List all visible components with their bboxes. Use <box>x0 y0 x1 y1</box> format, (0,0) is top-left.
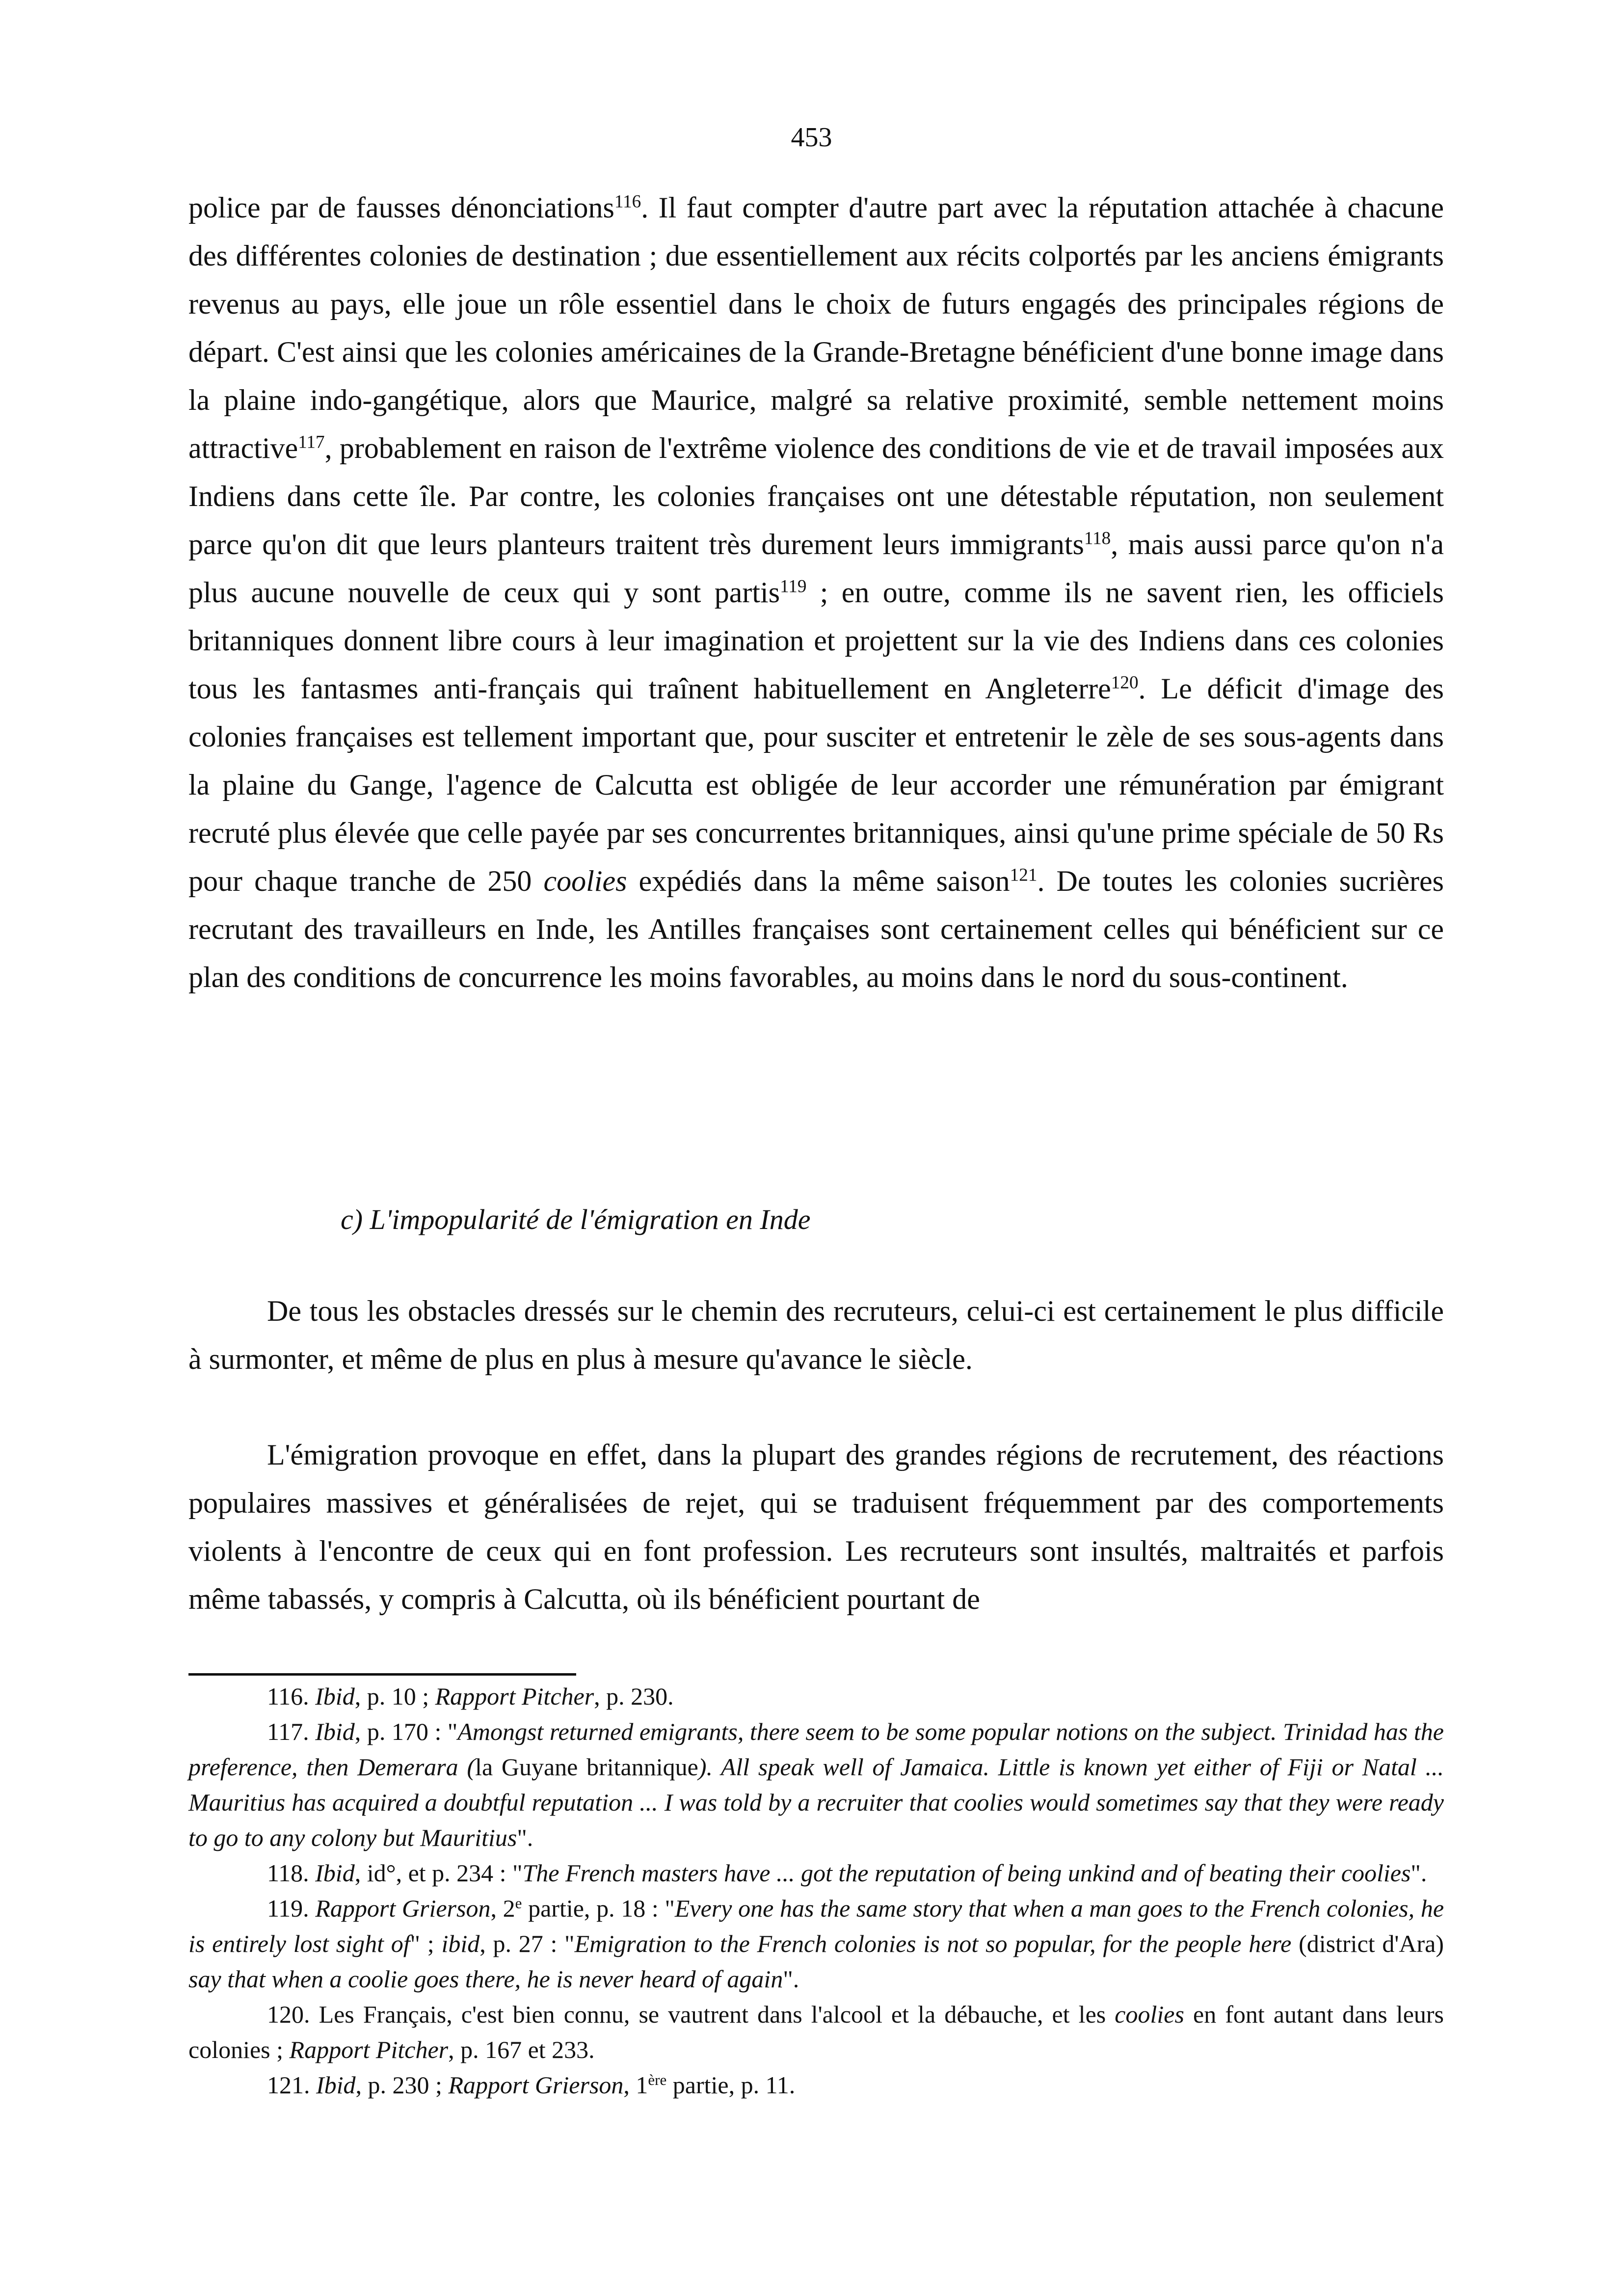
footnote-116 <box>188 1679 1444 1714</box>
text-run: The French masters have ... got the reputation of being unkind and of beating their coolies <box>522 1859 1411 1887</box>
text-run: police par de fausses dénonciations <box>188 191 614 224</box>
text-run: 118. <box>267 1859 316 1887</box>
text-run: Ibid <box>315 1859 355 1887</box>
text-run: expédiés dans la même saison <box>627 865 1010 897</box>
footnote-118 <box>188 1855 1444 1891</box>
text-run: coolies <box>1115 2001 1184 2028</box>
text-run: ". <box>783 1965 799 1993</box>
text-run: , p. 170 : " <box>354 1718 458 1745</box>
text-run: en font autant dans leurs colonies ; <box>188 2001 1444 2063</box>
paragraph-1 <box>188 184 1444 1001</box>
text-run: , 1 <box>623 2071 648 2099</box>
footnote-ref-118[interactable]: 118 <box>1084 528 1111 549</box>
footnote-120 <box>188 1997 1444 2067</box>
footnote-119 <box>188 1891 1444 1997</box>
text-run: ". <box>517 1824 533 1851</box>
text-run: e <box>515 1894 522 1912</box>
text-run: , mais aussi parce qu'on n'a plus aucune nouvelle de ceux qui y sont partis <box>188 528 1444 609</box>
text-run: . Il faut compter d'autre part avec la réputation attachée à chacune des différentes colonies de destination ; due essentiellement aux récits colportés par les anciens émigrants revenus au pays, elle joue un rôle essentiel dans le choix de futurs engagés des principales régions de départ. C'est ainsi que les colonies américaines de la Grande-Bretagne bénéficient d'une bonne image dans la plaine indo-gangétique, alors que Maurice, malgré sa relative proximité, semble nettement moins attractive <box>188 191 1444 464</box>
footnotes <box>188 1679 1444 2103</box>
text-run: , p. 27 : " <box>479 1930 575 1957</box>
footnote-separator <box>188 1673 576 1676</box>
text-run: ). All speak well of Jamaica. Little is known yet either of Fiji or Natal ... Mauritius has acquired a doubtful reputation ... I was told by a recruiter that coolies would sometimes say that they were ready to go to any colony but Mauritius <box>188 1753 1444 1851</box>
paragraph-2: De tous les obstacles dressés sur le chemin des recruteurs, celui-ci est certainement le plus difficile à surmonter, et même de plus en plus à mesure qu'avance le siècle. <box>188 1295 1444 1375</box>
text-run: (district d'Ara) <box>1291 1930 1444 1957</box>
text-run: la Guyane britannique <box>475 1753 698 1781</box>
text-run: Rapport Grierson <box>315 1895 491 1922</box>
text-run: , probablement en raison de l'extrême violence des conditions de vie et de travail imposées aux Indiens dans cette île. Par contre, les colonies françaises ont une détestable réputation, non seulement parce qu'on dit que leurs planteurs traitent très durement leurs immigrants <box>188 432 1444 561</box>
footnote-121 <box>188 2067 1444 2103</box>
text-run: Ibid <box>315 1718 355 1745</box>
text-run: 117. <box>267 1718 316 1745</box>
text-run: Emigration to the French colonies is not so popular, for the people here <box>574 1930 1292 1957</box>
text-run: 121. <box>267 2071 316 2099</box>
text-run: ". <box>1410 1859 1427 1887</box>
footnote-ref-119[interactable]: 119 <box>780 576 807 597</box>
paragraph-3: L'émigration provoque en effet, dans la plupart des grandes régions de recrutement, des réactions populaires massives et généralisées de rejet, qui se traduisent fréquemment par des comportements violents à l'encontre de ceux qui en font profession. Les recruteurs sont insultés, maltraités et parfois même tabassés, y compris à Calcutta, où ils bénéficient pourtant de <box>188 1439 1444 1615</box>
text-run: Rapport Grierson <box>448 2071 624 2099</box>
section-heading: c) L'impopularité de l'émigration en Inde <box>341 1203 811 1235</box>
text-run: Ibid <box>316 2071 356 2099</box>
footnote-ref-117[interactable]: 117 <box>298 432 325 453</box>
text-run: 116. <box>267 1682 316 1710</box>
text-run: ibid <box>441 1930 480 1957</box>
text-run: , p. 10 ; <box>354 1682 435 1710</box>
text-run: 120. Les Français, c'est bien connu, se vautrent dans l'alcool et la débauche, et les <box>267 2001 1115 2028</box>
text-run: , id°, et p. 234 : " <box>354 1859 523 1887</box>
text-run: Rapport Pitcher <box>435 1682 594 1710</box>
footnote-117 <box>188 1714 1444 1855</box>
text-run: Every one has the same story that when a man goes to the French colonies, he is entirely lost sight of <box>188 1895 1444 1957</box>
footnote-ref-120[interactable]: 120 <box>1111 672 1139 693</box>
text-run: , p. 167 et 233. <box>448 2036 595 2063</box>
italic-term: coolies <box>543 865 627 897</box>
text-run: ère <box>648 2071 667 2088</box>
text-run: , p. 230. <box>594 1682 674 1710</box>
text-run: 119. <box>267 1895 316 1922</box>
text-run: , p. 230 ; <box>355 2071 449 2099</box>
text-run: ; en outre, comme ils ne savent rien, les officiels britanniques donnent libre cours à leur imagination et projettent sur la vie des Indiens dans ces colonies tous les fantasmes anti-français qui traînent habituellement en Angleterre <box>188 576 1444 705</box>
page-number: 453 <box>791 122 832 153</box>
text-run: partie, p. 11. <box>666 2071 796 2099</box>
text-run: say that when a coolie goes there, he is never heard of again <box>188 1965 783 1993</box>
footnote-ref-121[interactable]: 121 <box>1010 865 1038 885</box>
text-run: Amongst returned emigrants, there seem to be some popular notions on the subject. Trinidad has the preference, then Demerara ( <box>188 1718 1444 1781</box>
text-run: . De toutes les colonies sucrières recrutant des travailleurs en Inde, les Antilles françaises sont certainement celles qui bénéficient sur ce plan des conditions de concurrence les moins favorables, au moins dans le nord du sous-continent. <box>188 865 1444 993</box>
text-run: Rapport Pitcher <box>289 2036 449 2063</box>
text-run: , 2 <box>490 1895 515 1922</box>
text-run: partie, p. 18 : " <box>522 1895 675 1922</box>
footnote-ref-116[interactable]: 116 <box>614 191 641 212</box>
text-run: " ; <box>410 1930 442 1957</box>
text-run: . Le déficit d'image des colonies françaises est tellement important que, pour susciter et entretenir le zèle de ses sous-agents dans la plaine du Gange, l'agence de Calcutta est obligée de leur accorder une rémunération par émigrant recruté plus élevée que celle payée par ses concurrentes britanniques, ainsi qu'une prime spéciale de 50 Rs pour chaque tranche de 250 <box>188 672 1444 897</box>
text-run: Ibid <box>315 1682 355 1710</box>
